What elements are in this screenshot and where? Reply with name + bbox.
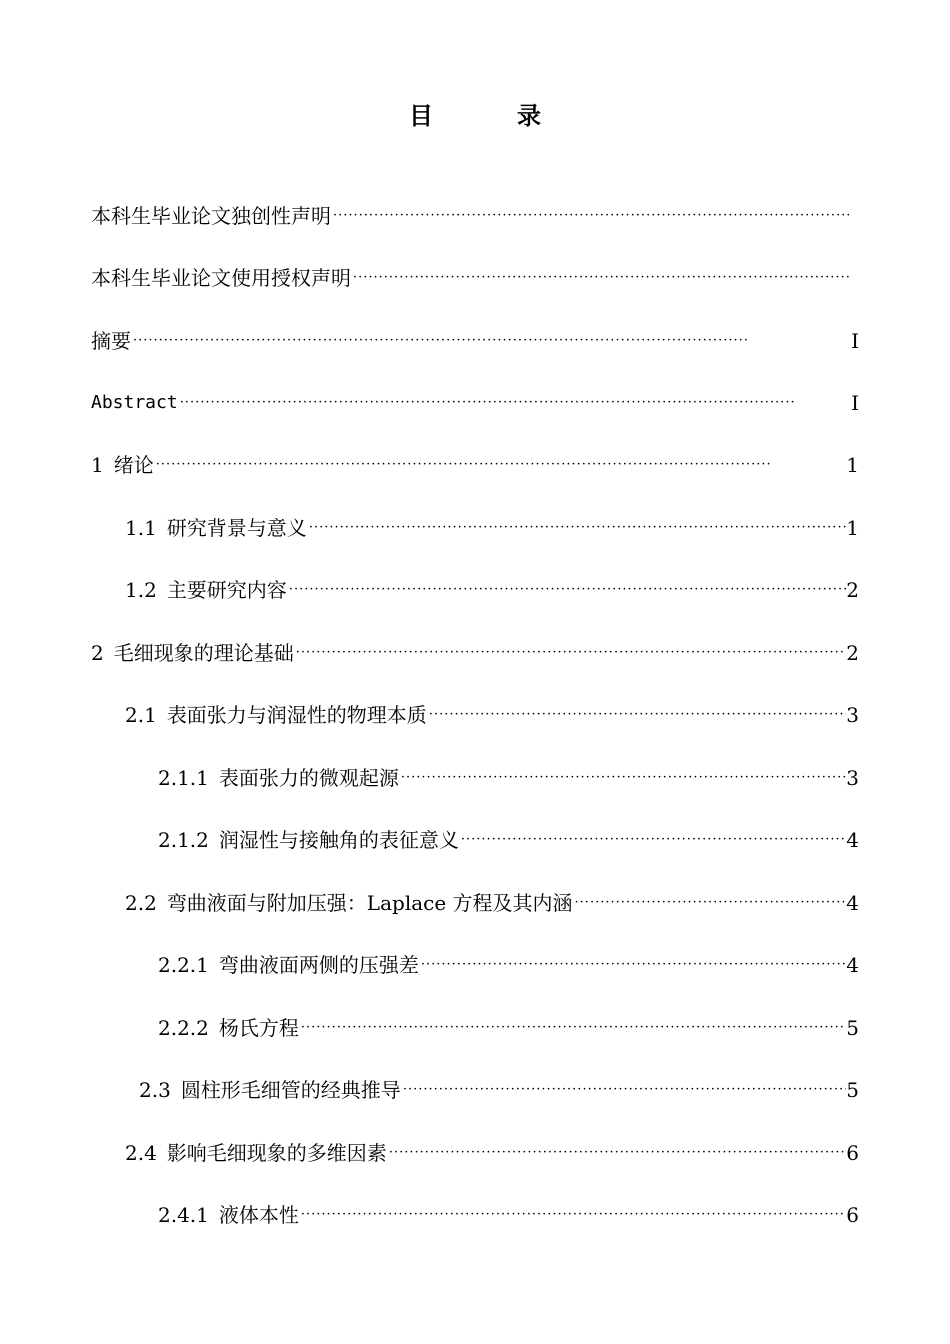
toc-dot-leader — [287, 573, 846, 607]
toc-entry-title: 毛细现象的理论基础 — [113, 641, 294, 665]
toc-entry-title: 弯曲液面与附加压强：Laplace 方程及其内涵 — [166, 891, 573, 915]
toc-entry-label — [125, 1136, 387, 1170]
toc-entry-label — [158, 948, 419, 982]
toc-entry-authorization-statement[interactable] — [91, 261, 859, 295]
toc-page-number: 3 — [846, 766, 859, 790]
toc-entry-title: 液体本性 — [218, 1203, 299, 1227]
toc-page-number: 1 — [846, 516, 859, 540]
toc-page-number: 4 — [846, 953, 859, 977]
toc-entry-number: 2.2.1 — [158, 953, 209, 977]
toc-page-number: 2 — [846, 641, 859, 665]
toc-entry-label — [91, 448, 154, 482]
toc-entry-2-2[interactable] — [125, 886, 859, 920]
toc-entry-title: 圆柱形毛细管的经典推导 — [180, 1078, 401, 1102]
toc-dot-leader — [299, 1011, 846, 1045]
toc-entry-label — [125, 573, 287, 607]
toc-page-number: I — [851, 329, 859, 353]
toc-entry-number: 1 — [91, 453, 104, 477]
toc-entry-label: Abstract — [91, 392, 178, 413]
toc-entry-label — [125, 511, 307, 545]
toc-entry-label: 摘要 — [91, 329, 131, 353]
toc-entry-number: 2.3 — [139, 1078, 171, 1102]
toc-page-number: 5 — [846, 1078, 859, 1102]
toc-page-number: 1 — [846, 453, 859, 477]
toc-entry-number: 2.1.1 — [158, 766, 209, 790]
toc-dot-leader — [419, 948, 846, 982]
toc-dot-leader — [399, 761, 846, 795]
toc-page-number: 3 — [846, 703, 859, 727]
toc-entry-label — [125, 698, 427, 732]
toc-entry-title: 表面张力的微观起源 — [218, 766, 399, 790]
toc-entry-label: 本科生毕业论文独创性声明 — [91, 204, 331, 228]
toc-entry-2-1-2[interactable] — [158, 823, 859, 857]
toc-page-number: 2 — [846, 578, 859, 602]
toc-page-number: 5 — [846, 1016, 859, 1040]
toc-page-number: 6 — [846, 1141, 859, 1165]
toc-dot-leader — [387, 1136, 846, 1170]
toc-entry-2[interactable] — [91, 636, 859, 670]
toc-dot-leader — [307, 511, 846, 545]
toc-entry-1[interactable] — [91, 448, 859, 482]
toc-entry-title: 绪论 — [113, 453, 154, 477]
toc-entry-number: 2.4.1 — [158, 1203, 209, 1227]
toc-entry-2-2-2[interactable] — [158, 1011, 859, 1045]
toc-entry-1-2[interactable] — [125, 573, 859, 607]
toc-dot-leader — [459, 823, 846, 857]
toc-entry-label — [139, 1073, 401, 1107]
toc-entry-2-4-1[interactable] — [158, 1198, 859, 1232]
toc-dot-leader — [351, 261, 851, 295]
toc-dot-leader — [299, 1198, 846, 1232]
toc-entry-title: 表面张力与润湿性的物理本质 — [166, 703, 427, 727]
toc-entry-2-3[interactable] — [139, 1073, 859, 1107]
toc-dot-leader — [178, 386, 851, 420]
toc-dot-leader — [401, 1073, 846, 1107]
toc-entry-abstract-cn[interactable] — [91, 324, 859, 358]
toc-entry-label — [158, 761, 399, 795]
toc-entry-title: 主要研究内容 — [166, 578, 287, 602]
toc-dot-leader — [573, 886, 847, 920]
toc-dot-leader — [331, 199, 851, 233]
toc-entry-1-1[interactable] — [125, 511, 859, 545]
toc-dot-leader — [294, 636, 847, 670]
toc-entry-number: 2.2 — [125, 891, 157, 915]
toc-page-number: 6 — [846, 1203, 859, 1227]
toc-entry-title: 研究背景与意义 — [166, 516, 307, 540]
toc-entry-number: 2.4 — [125, 1141, 157, 1165]
toc-page-number: 4 — [846, 828, 859, 852]
toc-entry-2-4[interactable] — [125, 1136, 859, 1170]
toc-dot-leader — [427, 698, 846, 732]
toc-entry-2-1-1[interactable] — [158, 761, 859, 795]
toc-entry-number: 2.1 — [125, 703, 157, 727]
toc-entry-number: 1.1 — [125, 516, 157, 540]
toc-entry-2-1[interactable] — [125, 698, 859, 732]
toc-dot-leader — [154, 448, 847, 482]
toc-dot-leader — [131, 324, 851, 358]
toc-entry-label: 本科生毕业论文使用授权声明 — [91, 266, 351, 290]
toc-entry-originality-statement[interactable] — [91, 199, 859, 233]
toc-entry-title: 杨氏方程 — [218, 1016, 299, 1040]
toc-entry-number: 1.2 — [125, 578, 157, 602]
toc-entry-2-2-1[interactable] — [158, 948, 859, 982]
toc-entry-label — [158, 1011, 299, 1045]
toc-page-number: I — [851, 391, 859, 415]
toc-entry-number: 2.2.2 — [158, 1016, 209, 1040]
toc-entry-title: 影响毛细现象的多维因素 — [166, 1141, 387, 1165]
toc-entry-title: 润湿性与接触角的表征意义 — [218, 828, 459, 852]
toc-entry-number: 2.1.2 — [158, 828, 209, 852]
toc-entry-label — [158, 823, 459, 857]
toc-entry-label — [158, 1198, 299, 1232]
toc-entry-abstract-en[interactable] — [91, 386, 859, 420]
toc-entry-label — [125, 886, 573, 920]
toc-entry-label — [91, 636, 294, 670]
toc-page-number: 4 — [846, 891, 859, 915]
page-title: 目 录 — [409, 101, 571, 130]
toc-entry-title: 弯曲液面两侧的压强差 — [218, 953, 419, 977]
toc-entry-number: 2 — [91, 641, 104, 665]
